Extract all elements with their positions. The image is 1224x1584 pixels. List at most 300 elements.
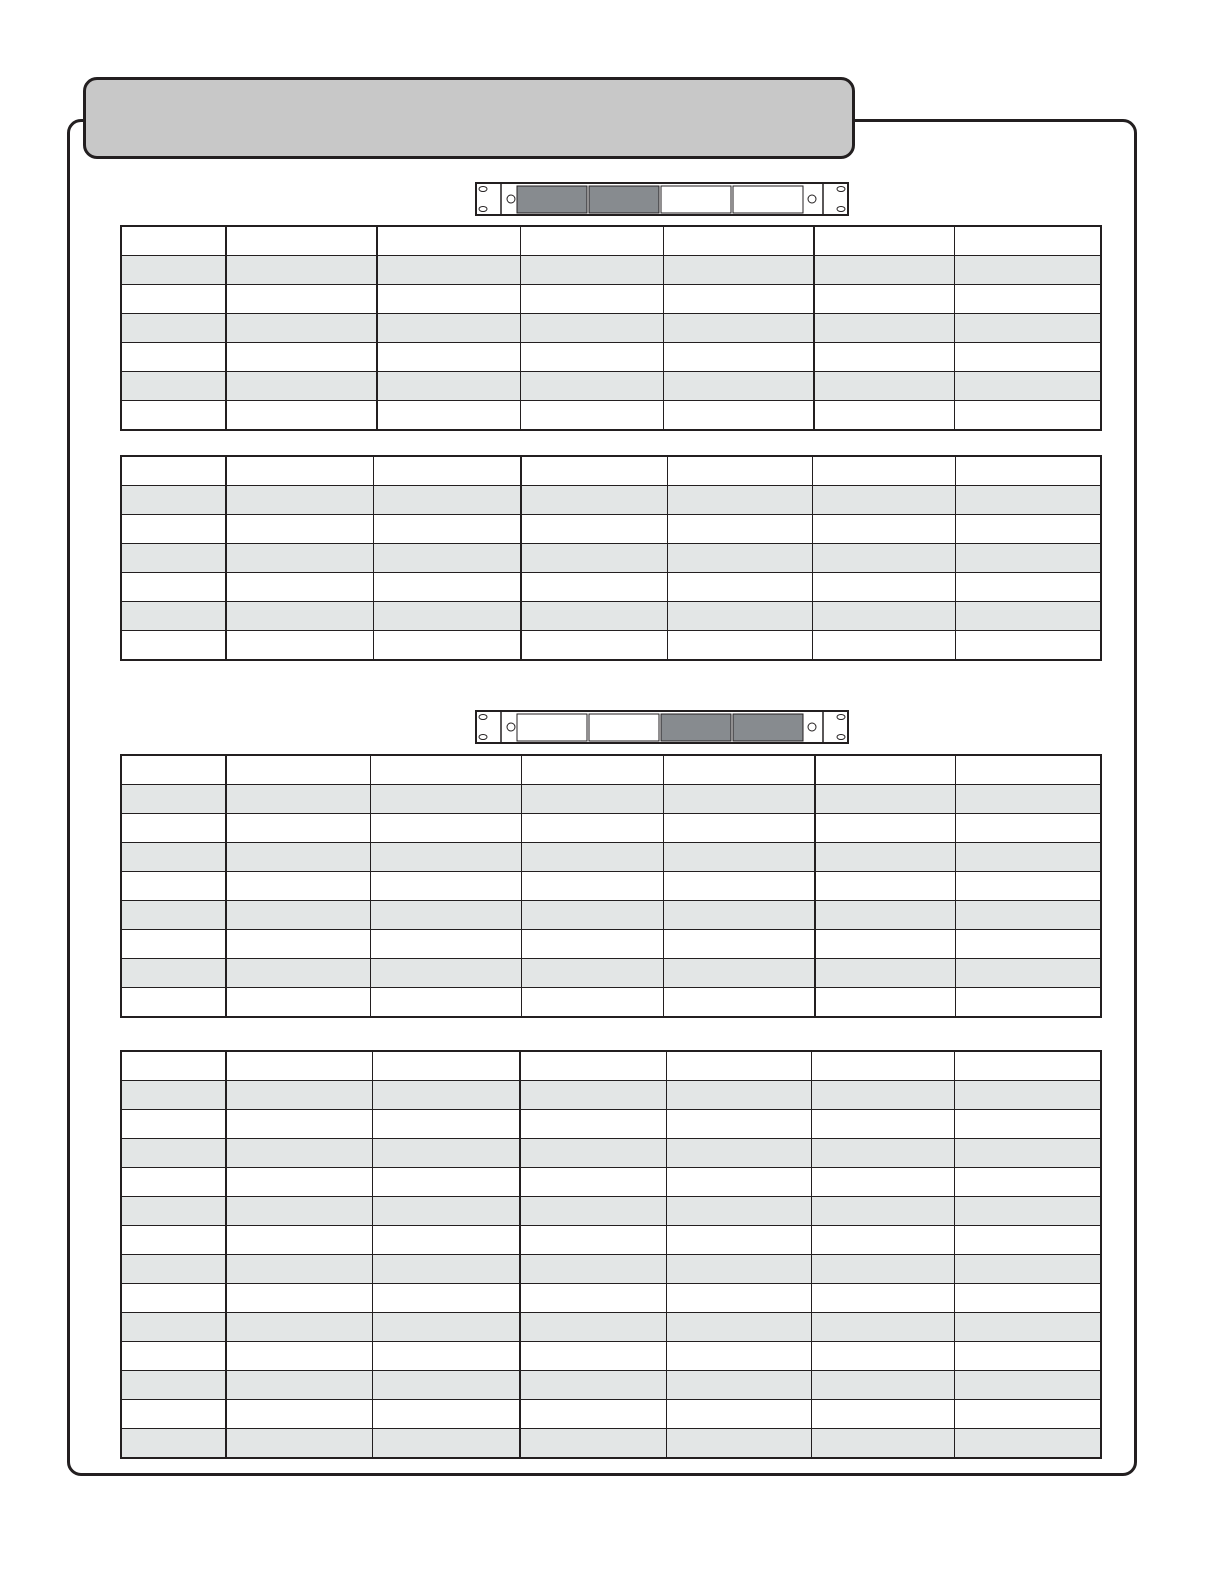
table-row: [121, 1139, 1101, 1168]
table-row: [121, 1168, 1101, 1197]
table-cell[interactable]: [520, 1284, 666, 1313]
table-cell[interactable]: [812, 602, 955, 631]
table-cell[interactable]: [121, 930, 226, 959]
table-cell[interactable]: [121, 486, 226, 515]
table-cell[interactable]: [226, 785, 370, 814]
table-cell[interactable]: [954, 1342, 1101, 1371]
table-cell[interactable]: [815, 843, 955, 872]
table-cell[interactable]: [520, 1429, 666, 1459]
table-cell[interactable]: [370, 814, 521, 843]
table-cell[interactable]: [666, 1284, 811, 1313]
table-cell[interactable]: [121, 988, 226, 1018]
table-cell[interactable]: [954, 1429, 1101, 1459]
table-cell[interactable]: [521, 755, 663, 785]
table-cell[interactable]: [955, 988, 1101, 1018]
table-cell[interactable]: [377, 314, 520, 343]
table-cell[interactable]: [520, 256, 663, 285]
rack-unit-diagram-top: [475, 182, 849, 216]
table-cell[interactable]: [226, 256, 377, 285]
table-cell[interactable]: [814, 372, 954, 401]
table-cell[interactable]: [955, 959, 1101, 988]
table-cell[interactable]: [811, 1284, 954, 1313]
table-cell[interactable]: [663, 901, 815, 930]
table-cell[interactable]: [226, 1197, 372, 1226]
table-cell[interactable]: [226, 872, 370, 901]
table-cell[interactable]: [121, 1284, 226, 1313]
table-cell[interactable]: [666, 1226, 811, 1255]
table-cell[interactable]: [121, 959, 226, 988]
table-row: [121, 515, 1101, 544]
table-cell[interactable]: [370, 872, 521, 901]
table-cell[interactable]: [663, 988, 815, 1018]
table-cell[interactable]: [666, 1197, 811, 1226]
table-cell[interactable]: [663, 372, 814, 401]
table-cell[interactable]: [666, 1429, 811, 1459]
table-cell[interactable]: [954, 372, 1101, 401]
table-cell[interactable]: [372, 1371, 520, 1400]
table-cell[interactable]: [520, 372, 663, 401]
table-cell[interactable]: [955, 631, 1101, 661]
data-table-4: [120, 1050, 1102, 1459]
table-cell[interactable]: [663, 755, 815, 785]
table-row: [121, 285, 1101, 314]
rack-slot-module: [589, 186, 659, 213]
table-cell[interactable]: [815, 755, 955, 785]
table-cell[interactable]: [372, 1081, 520, 1110]
table-cell[interactable]: [372, 1197, 520, 1226]
table-cell[interactable]: [372, 1168, 520, 1197]
table-cell[interactable]: [954, 1226, 1101, 1255]
table-cell[interactable]: [814, 226, 954, 256]
table-cell[interactable]: [954, 1139, 1101, 1168]
table-cell[interactable]: [954, 314, 1101, 343]
table-cell[interactable]: [121, 515, 226, 544]
table-cell[interactable]: [370, 988, 521, 1018]
table-cell[interactable]: [121, 814, 226, 843]
table-row: [121, 901, 1101, 930]
table-cell[interactable]: [226, 602, 373, 631]
table-cell[interactable]: [666, 1255, 811, 1284]
table-cell[interactable]: [121, 1051, 226, 1081]
table-cell[interactable]: [377, 226, 520, 256]
rack-slot-module: [517, 186, 587, 213]
table-cell[interactable]: [663, 872, 815, 901]
table-row: [121, 1110, 1101, 1139]
table-cell[interactable]: [226, 372, 377, 401]
table-cell[interactable]: [812, 573, 955, 602]
table-row: [121, 988, 1101, 1018]
table-cell[interactable]: [521, 901, 663, 930]
table-cell[interactable]: [121, 755, 226, 785]
table-cell[interactable]: [521, 814, 663, 843]
table-cell[interactable]: [377, 343, 520, 372]
table-row: [121, 456, 1101, 486]
table-cell[interactable]: [955, 602, 1101, 631]
table-cell[interactable]: [663, 343, 814, 372]
table-cell[interactable]: [121, 1139, 226, 1168]
rack-unit-diagram-bottom: [475, 710, 849, 744]
table-cell[interactable]: [520, 1313, 666, 1342]
table-cell[interactable]: [955, 814, 1101, 843]
table-cell[interactable]: [226, 1051, 372, 1081]
table-cell[interactable]: [121, 1226, 226, 1255]
table-cell[interactable]: [226, 343, 377, 372]
table-cell[interactable]: [667, 544, 812, 573]
table-cell[interactable]: [521, 988, 663, 1018]
table-cell[interactable]: [226, 515, 373, 544]
table-cell[interactable]: [955, 544, 1101, 573]
table-cell[interactable]: [811, 1051, 954, 1081]
table-cell[interactable]: [954, 1081, 1101, 1110]
table-cell[interactable]: [954, 1197, 1101, 1226]
table-cell[interactable]: [954, 401, 1101, 431]
table-cell[interactable]: [811, 1342, 954, 1371]
table-cell[interactable]: [121, 573, 226, 602]
table-cell[interactable]: [954, 285, 1101, 314]
table-cell[interactable]: [812, 515, 955, 544]
table-cell[interactable]: [814, 256, 954, 285]
table-cell[interactable]: [811, 1168, 954, 1197]
table-cell[interactable]: [520, 1226, 666, 1255]
data-table-3: [120, 754, 1102, 1018]
table-cell[interactable]: [955, 456, 1101, 486]
table-cell[interactable]: [370, 901, 521, 930]
table-row: [121, 843, 1101, 872]
table-cell[interactable]: [954, 1168, 1101, 1197]
table-cell[interactable]: [373, 544, 521, 573]
table-cell[interactable]: [121, 1197, 226, 1226]
table-cell[interactable]: [815, 930, 955, 959]
table-cell[interactable]: [520, 1371, 666, 1400]
table-row: [121, 544, 1101, 573]
table-cell[interactable]: [121, 1371, 226, 1400]
table-cell[interactable]: [121, 785, 226, 814]
table-cell[interactable]: [520, 285, 663, 314]
table-cell[interactable]: [520, 343, 663, 372]
table-row: [121, 1284, 1101, 1313]
table-cell[interactable]: [121, 314, 226, 343]
table-row: [121, 1371, 1101, 1400]
table-cell[interactable]: [954, 256, 1101, 285]
table-cell[interactable]: [812, 456, 955, 486]
table-row: [121, 930, 1101, 959]
table-cell[interactable]: [520, 1139, 666, 1168]
table-cell[interactable]: [666, 1051, 811, 1081]
table-cell[interactable]: [226, 814, 370, 843]
table-cell[interactable]: [520, 1342, 666, 1371]
table-cell[interactable]: [955, 755, 1101, 785]
table-cell[interactable]: [372, 1313, 520, 1342]
table-cell[interactable]: [121, 401, 226, 431]
table-cell[interactable]: [372, 1400, 520, 1429]
table-cell[interactable]: [226, 401, 377, 431]
table-cell[interactable]: [663, 814, 815, 843]
table-cell[interactable]: [954, 1284, 1101, 1313]
table-cell[interactable]: [815, 901, 955, 930]
table-cell[interactable]: [663, 785, 815, 814]
table-cell[interactable]: [520, 1110, 666, 1139]
table-cell[interactable]: [372, 1226, 520, 1255]
table-cell[interactable]: [121, 343, 226, 372]
table-cell[interactable]: [372, 1284, 520, 1313]
title-tab: [83, 77, 855, 159]
table-cell[interactable]: [373, 631, 521, 661]
table-cell[interactable]: [226, 1371, 372, 1400]
table-cell[interactable]: [372, 1429, 520, 1459]
table-cell[interactable]: [666, 1400, 811, 1429]
table-cell[interactable]: [226, 1139, 372, 1168]
table-row: [121, 872, 1101, 901]
table-row: [121, 785, 1101, 814]
table-cell[interactable]: [663, 401, 814, 431]
table-cell[interactable]: [954, 1051, 1101, 1081]
table-cell[interactable]: [811, 1110, 954, 1139]
table-row: [121, 1255, 1101, 1284]
table-cell[interactable]: [370, 843, 521, 872]
table-cell[interactable]: [812, 631, 955, 661]
table-cell[interactable]: [954, 1313, 1101, 1342]
table-cell[interactable]: [373, 456, 521, 486]
table-cell[interactable]: [666, 1313, 811, 1342]
table-cell[interactable]: [121, 872, 226, 901]
table-cell[interactable]: [521, 785, 663, 814]
table-cell[interactable]: [121, 1168, 226, 1197]
table-cell[interactable]: [121, 285, 226, 314]
table-cell[interactable]: [372, 1051, 520, 1081]
table-cell[interactable]: [377, 285, 520, 314]
table-cell[interactable]: [666, 1139, 811, 1168]
table-cell[interactable]: [814, 314, 954, 343]
table-cell[interactable]: [521, 930, 663, 959]
table-cell[interactable]: [226, 1284, 372, 1313]
table-cell[interactable]: [373, 486, 521, 515]
table-cell[interactable]: [373, 573, 521, 602]
table-row: [121, 959, 1101, 988]
table-cell[interactable]: [121, 901, 226, 930]
table-cell[interactable]: [520, 1255, 666, 1284]
table-cell[interactable]: [121, 1342, 226, 1371]
table-cell[interactable]: [520, 401, 663, 431]
table-cell[interactable]: [370, 755, 521, 785]
data-table-1: [120, 225, 1102, 431]
table-cell[interactable]: [372, 1342, 520, 1371]
table-cell[interactable]: [520, 314, 663, 343]
table-row: [121, 343, 1101, 372]
table-cell[interactable]: [815, 988, 955, 1018]
table-cell[interactable]: [121, 1429, 226, 1459]
table-cell[interactable]: [667, 573, 812, 602]
table-cell[interactable]: [226, 573, 373, 602]
table-cell[interactable]: [121, 456, 226, 486]
table-cell[interactable]: [955, 901, 1101, 930]
table-cell[interactable]: [372, 1110, 520, 1139]
table-cell[interactable]: [955, 843, 1101, 872]
table-cell[interactable]: [121, 1081, 226, 1110]
table-cell[interactable]: [815, 785, 955, 814]
table-cell[interactable]: [663, 843, 815, 872]
table-cell[interactable]: [815, 872, 955, 901]
rack-slot-module: [517, 714, 587, 741]
table-cell[interactable]: [814, 285, 954, 314]
table-row: [121, 1400, 1101, 1429]
table-cell[interactable]: [955, 515, 1101, 544]
table-cell[interactable]: [226, 930, 370, 959]
table-cell[interactable]: [521, 456, 667, 486]
table-row: [121, 226, 1101, 256]
table-cell[interactable]: [520, 1197, 666, 1226]
table-row: [121, 1081, 1101, 1110]
table-cell[interactable]: [226, 1342, 372, 1371]
table-cell[interactable]: [811, 1081, 954, 1110]
table-row: [121, 1051, 1101, 1081]
table-cell[interactable]: [812, 544, 955, 573]
table-row: [121, 573, 1101, 602]
table-cell[interactable]: [372, 1255, 520, 1284]
table-cell[interactable]: [521, 602, 667, 631]
table-cell[interactable]: [954, 1371, 1101, 1400]
table-cell[interactable]: [954, 226, 1101, 256]
table-cell[interactable]: [521, 486, 667, 515]
table-cell[interactable]: [226, 226, 377, 256]
table-cell[interactable]: [812, 486, 955, 515]
table-cell[interactable]: [226, 988, 370, 1018]
table-cell[interactable]: [521, 573, 667, 602]
table-cell[interactable]: [954, 1400, 1101, 1429]
table-cell[interactable]: [226, 843, 370, 872]
table-cell[interactable]: [373, 515, 521, 544]
table-cell[interactable]: [520, 1081, 666, 1110]
table-cell[interactable]: [811, 1139, 954, 1168]
table-row: [121, 314, 1101, 343]
table-cell[interactable]: [811, 1371, 954, 1400]
table-cell[interactable]: [377, 401, 520, 431]
table-cell[interactable]: [121, 256, 226, 285]
table-cell[interactable]: [667, 631, 812, 661]
table-cell[interactable]: [955, 486, 1101, 515]
table-cell[interactable]: [815, 959, 955, 988]
table-cell[interactable]: [954, 1255, 1101, 1284]
table-cell[interactable]: [226, 1168, 372, 1197]
table-cell[interactable]: [121, 226, 226, 256]
table-cell[interactable]: [520, 1168, 666, 1197]
table-cell[interactable]: [663, 285, 814, 314]
table-cell[interactable]: [226, 1110, 372, 1139]
rack-slot-module: [733, 714, 803, 741]
table-cell[interactable]: [226, 314, 377, 343]
table-cell[interactable]: [373, 602, 521, 631]
table-cell[interactable]: [121, 1313, 226, 1342]
table-cell[interactable]: [121, 602, 226, 631]
table-cell[interactable]: [520, 226, 663, 256]
table-row: [121, 602, 1101, 631]
table-cell[interactable]: [226, 1400, 372, 1429]
table-cell[interactable]: [663, 930, 815, 959]
table-cell[interactable]: [370, 930, 521, 959]
table-cell[interactable]: [226, 631, 373, 661]
table-cell[interactable]: [667, 515, 812, 544]
rack-slot-module: [589, 714, 659, 741]
table-cell[interactable]: [372, 1139, 520, 1168]
table-cell[interactable]: [521, 843, 663, 872]
data-table-2: [120, 455, 1102, 661]
table-cell[interactable]: [226, 1429, 372, 1459]
table-cell[interactable]: [370, 959, 521, 988]
table-cell[interactable]: [377, 372, 520, 401]
table-cell[interactable]: [814, 401, 954, 431]
table-cell[interactable]: [663, 226, 814, 256]
table-row: [121, 1429, 1101, 1459]
table-cell[interactable]: [955, 573, 1101, 602]
table-cell[interactable]: [370, 785, 521, 814]
table-cell[interactable]: [814, 343, 954, 372]
table-cell[interactable]: [121, 631, 226, 661]
table-cell[interactable]: [520, 1400, 666, 1429]
table-cell[interactable]: [666, 1371, 811, 1400]
table-cell[interactable]: [377, 256, 520, 285]
table-cell[interactable]: [667, 456, 812, 486]
table-cell[interactable]: [121, 1110, 226, 1139]
table-cell[interactable]: [954, 343, 1101, 372]
table-cell[interactable]: [811, 1429, 954, 1459]
table-cell[interactable]: [121, 843, 226, 872]
table-cell[interactable]: [811, 1400, 954, 1429]
table-cell[interactable]: [667, 486, 812, 515]
table-cell[interactable]: [811, 1255, 954, 1284]
table-cell[interactable]: [226, 901, 370, 930]
table-cell[interactable]: [815, 814, 955, 843]
table-cell[interactable]: [226, 1226, 372, 1255]
table-cell[interactable]: [954, 1110, 1101, 1139]
table-cell[interactable]: [226, 1255, 372, 1284]
table-cell[interactable]: [121, 1255, 226, 1284]
table-cell[interactable]: [955, 872, 1101, 901]
table-cell[interactable]: [663, 256, 814, 285]
table-cell[interactable]: [521, 515, 667, 544]
table-row: [121, 372, 1101, 401]
table-cell[interactable]: [226, 285, 377, 314]
table-cell[interactable]: [226, 1081, 372, 1110]
table-cell[interactable]: [226, 755, 370, 785]
table-cell[interactable]: [666, 1342, 811, 1371]
table-cell[interactable]: [955, 930, 1101, 959]
table-cell[interactable]: [226, 544, 373, 573]
table-cell[interactable]: [121, 1400, 226, 1429]
table-cell[interactable]: [121, 544, 226, 573]
rack-slot-module: [661, 186, 731, 213]
table-cell[interactable]: [811, 1313, 954, 1342]
table-cell[interactable]: [663, 314, 814, 343]
table-cell[interactable]: [521, 872, 663, 901]
table-cell[interactable]: [226, 1313, 372, 1342]
table-cell[interactable]: [666, 1081, 811, 1110]
table-cell[interactable]: [226, 456, 373, 486]
table-cell[interactable]: [667, 602, 812, 631]
table-cell[interactable]: [121, 372, 226, 401]
table-cell[interactable]: [226, 486, 373, 515]
table-cell[interactable]: [955, 785, 1101, 814]
table-row: [121, 814, 1101, 843]
table-cell[interactable]: [666, 1110, 811, 1139]
table-cell[interactable]: [666, 1168, 811, 1197]
table-cell[interactable]: [226, 959, 370, 988]
table-cell[interactable]: [521, 959, 663, 988]
table-cell[interactable]: [811, 1197, 954, 1226]
table-cell[interactable]: [663, 959, 815, 988]
table-cell[interactable]: [521, 631, 667, 661]
table-cell[interactable]: [520, 1051, 666, 1081]
table-cell[interactable]: [521, 544, 667, 573]
table-cell[interactable]: [811, 1226, 954, 1255]
